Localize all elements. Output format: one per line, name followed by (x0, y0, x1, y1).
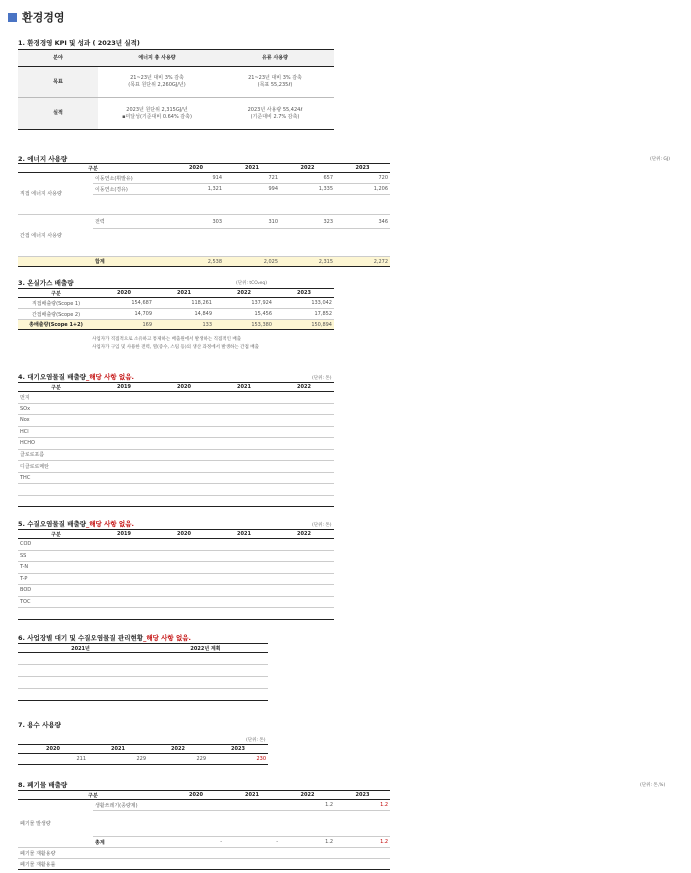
water-usage-header: 2021 (88, 745, 148, 754)
kpi-header-area: 분야 (18, 50, 98, 67)
site-management-table (18, 643, 268, 701)
ghg-cell: 133,042 (274, 298, 334, 309)
water-header: 2021 (214, 530, 274, 539)
ghg-cell: 14,849 (154, 309, 214, 320)
air-item: HCHO (18, 438, 94, 450)
energy-total-cell: 2,272 (335, 257, 390, 267)
section-3-title: 3. 온실가스 배출량 (18, 279, 74, 287)
water-item: T-P (18, 573, 94, 585)
energy-header-2022: 2022 (280, 164, 335, 173)
water-pollutant-table (18, 529, 334, 620)
waste-header: 2021 (224, 791, 280, 800)
site-header: 2021년 (18, 644, 143, 653)
ghg-cell: 17,852 (274, 309, 334, 320)
waste-header: 2020 (168, 791, 224, 800)
section-8-title: 8. 폐기물 배출량 (18, 781, 68, 789)
energy-cell: 1,206 (335, 184, 390, 195)
energy-cell: 323 (280, 215, 335, 229)
air-item: 먼지 (18, 392, 94, 404)
kpi-table (18, 49, 334, 130)
air-header: 2021 (214, 383, 274, 392)
water-header: 구분 (18, 530, 94, 539)
ghg-note-1: 사업자가 직접적으로 소유하고 통제하는 배출원에서 발생하는 직접적인 배출 (92, 337, 242, 342)
air-item: THC (18, 472, 94, 484)
ghg-header: 구분 (18, 289, 94, 298)
waste-total-cell: - (224, 837, 280, 848)
ghg-cell: 137,924 (214, 298, 274, 309)
section-4-unit: (단위: 톤) (312, 376, 332, 381)
energy-table (18, 163, 390, 267)
ghg-note-2: 사업자가 구입 및 사용한 전력, 열(증수, 스팀 등)의 생산 과정에서 발생하는 간접 배출 (92, 345, 259, 350)
ghg-header: 2023 (274, 289, 334, 298)
energy-cell: 721 (224, 173, 280, 184)
air-header: 2020 (154, 383, 214, 392)
energy-direct-label: 직접 에너지 사용량 (18, 173, 93, 215)
waste-cell (224, 800, 280, 811)
water-usage-header: 2020 (18, 745, 88, 754)
energy-total-cell: 2,538 (168, 257, 224, 267)
ghg-header: 2022 (214, 289, 274, 298)
page-title: 환경경영 (8, 9, 65, 25)
air-pollutant-table (18, 382, 334, 507)
ghg-table (18, 288, 334, 330)
energy-row-sub: 전력 (93, 215, 168, 229)
waste-recycle-rate-label: 폐기물 재활용률 (18, 859, 93, 870)
waste-recycle-amount-label: 폐기물 재활용량 (18, 848, 93, 859)
air-item: HCl (18, 426, 94, 438)
waste-row-sub: 생활쓰레기(종량제) (93, 800, 168, 811)
water-usage-header: 2023 (208, 745, 268, 754)
section-2-unit: (단위: GJ) (650, 157, 670, 162)
waste-generation-label: 폐기물 발생량 (18, 800, 93, 848)
ghg-total-label: 총배출량(Scope 1+2) (18, 320, 94, 330)
energy-cell: 303 (168, 215, 224, 229)
section-6-title: 6. 사업장별 대기 및 수질오염물질 관리현황_해당 사항 없음. (18, 634, 191, 642)
waste-total-cell: 1.2 (335, 837, 390, 848)
energy-total-cell: 2,025 (224, 257, 280, 267)
site-header: 2022년 계획 (143, 644, 268, 653)
waste-cell: 1.2 (335, 800, 390, 811)
energy-cell: 1,335 (280, 184, 335, 195)
waste-total-cell: 1.2 (280, 837, 335, 848)
air-item: 디클로로메탄 (18, 461, 94, 473)
kpi-goal-oil: 21~23년 대비 3% 감축 (목표 55,235ℓ) (216, 67, 334, 98)
energy-total-label: 합계 (93, 257, 168, 267)
section-5-na: _해당 사항 없음. (86, 520, 134, 528)
energy-cell: 657 (280, 173, 335, 184)
air-header: 2022 (274, 383, 334, 392)
kpi-goal-label: 목표 (18, 67, 98, 98)
water-item: T-N (18, 562, 94, 574)
ghg-total-cell: 133 (154, 320, 214, 330)
air-header: 2019 (94, 383, 154, 392)
water-header: 2019 (94, 530, 154, 539)
energy-total-cell: 2,315 (280, 257, 335, 267)
waste-header: 2023 (335, 791, 390, 800)
water-usage-cell: 229 (88, 754, 148, 765)
energy-cell: 310 (224, 215, 280, 229)
waste-total-cell: - (168, 837, 224, 848)
water-header: 2020 (154, 530, 214, 539)
energy-cell: 994 (224, 184, 280, 195)
ghg-total-cell: 153,380 (214, 320, 274, 330)
kpi-header-oil: 유류 사용량 (216, 50, 334, 67)
water-usage-cell: 229 (148, 754, 208, 765)
energy-header-category: 구분 (18, 164, 168, 173)
section-3-unit: (단위: tCO₂eq) (236, 281, 268, 286)
water-usage-cell: 230 (208, 754, 268, 765)
energy-cell: 914 (168, 173, 224, 184)
air-header: 구분 (18, 383, 94, 392)
waste-header: 2022 (280, 791, 335, 800)
water-item: COD (18, 539, 94, 551)
waste-cell: 1.2 (280, 800, 335, 811)
water-item: SS (18, 550, 94, 562)
ghg-cell: 14,709 (94, 309, 154, 320)
energy-header-2023: 2023 (335, 164, 390, 173)
ghg-row-label: 직접배출량(Scope 1) (18, 298, 94, 309)
air-item: SOx (18, 403, 94, 415)
energy-row-sub: 이동연소(휘발유) (93, 173, 168, 184)
water-item: TOC (18, 596, 94, 608)
section-7-unit: (단위: 톤) (246, 738, 266, 743)
ghg-cell: 154,687 (94, 298, 154, 309)
energy-cell: 1,321 (168, 184, 224, 195)
water-item: BOD (18, 585, 94, 597)
water-usage-header: 2022 (148, 745, 208, 754)
waste-header: 구분 (18, 791, 168, 800)
kpi-header-energy: 에너지 총 사용량 (98, 50, 216, 67)
air-item: 클로로포름 (18, 449, 94, 461)
ghg-header: 2020 (94, 289, 154, 298)
ghg-header: 2021 (154, 289, 214, 298)
air-item: Nox (18, 415, 94, 427)
energy-indirect-label: 간접 에너지 사용량 (18, 215, 93, 257)
section-2-title: 2. 에너지 사용량 (18, 155, 68, 163)
kpi-result-energy: 2023년 원단위 2,315GJ/년 ▪미달성(기준대비 0.64% 감축) (98, 98, 216, 130)
ghg-total-cell: 169 (94, 320, 154, 330)
section-7-title: 7. 용수 사용량 (18, 721, 61, 729)
section-4-title: 4. 대기오염물질 배출량_해당 사항 없음. (18, 373, 134, 381)
kpi-result-label: 실적 (18, 98, 98, 130)
section-8-unit: (단위: 톤,%) (640, 783, 666, 788)
water-usage-table (18, 744, 268, 765)
energy-header-2021: 2021 (224, 164, 280, 173)
section-5-title: 5. 수질오염물질 배출량_해당 사항 없음. (18, 520, 134, 528)
water-header: 2022 (274, 530, 334, 539)
energy-header-2020: 2020 (168, 164, 224, 173)
waste-total-label: 총계 (93, 837, 168, 848)
waste-table (18, 790, 390, 870)
title-square-icon (8, 13, 17, 22)
section-6-na: _해당 사항 없음. (143, 634, 191, 642)
ghg-row-label: 간접배출량(Scope 2) (18, 309, 94, 320)
energy-row-sub: 이동연소(경유) (93, 184, 168, 195)
kpi-goal-energy: 21~23년 대비 3% 감축 (목표 원단위 2,260GJ/년) (98, 67, 216, 98)
ghg-cell: 118,261 (154, 298, 214, 309)
section-4-na: _해당 사항 없음. (86, 373, 134, 381)
energy-cell: 346 (335, 215, 390, 229)
waste-cell (168, 800, 224, 811)
kpi-result-oil: 2023년 사용량 55,424ℓ (기준대비 2.7% 감축) (216, 98, 334, 130)
section-5-unit: (단위: 톤) (312, 523, 332, 528)
ghg-total-cell: 150,894 (274, 320, 334, 330)
water-usage-cell: 211 (18, 754, 88, 765)
energy-cell: 720 (335, 173, 390, 184)
ghg-cell: 15,456 (214, 309, 274, 320)
section-1-title: 1. 환경경영 KPI 및 성과 ( 2023년 실적) (18, 39, 140, 47)
